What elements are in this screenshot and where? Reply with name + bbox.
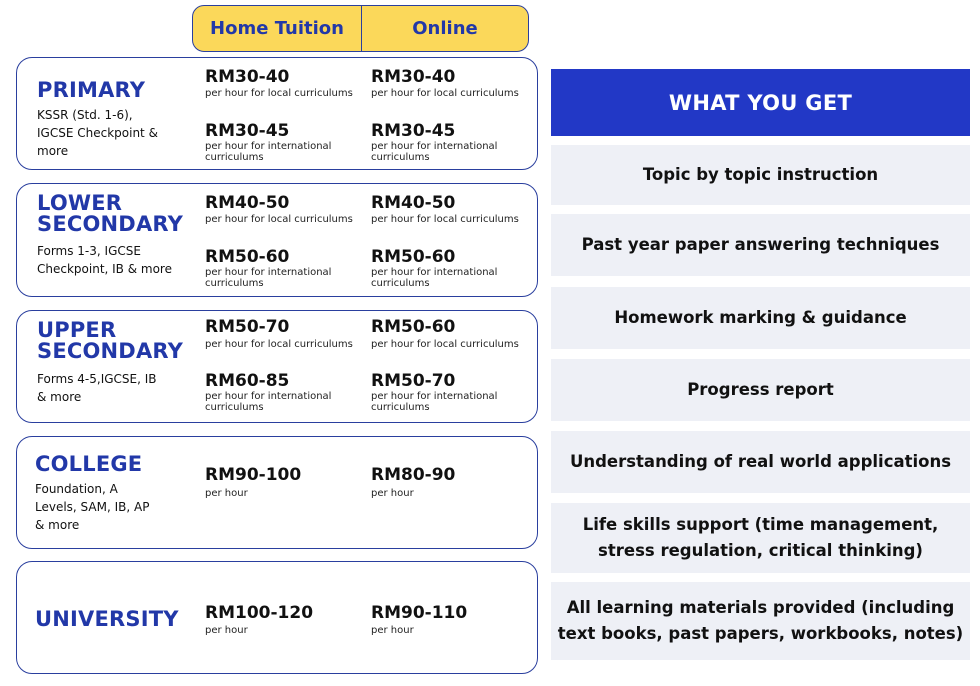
online-price: RM50-60 [371, 247, 456, 267]
home-price-note: per hour for local curriculums [205, 339, 353, 350]
home-price-note: per hour for international curriculums [205, 391, 332, 413]
benefit-item: Life skills support (time management, stress regulation, critical thinking) [551, 503, 970, 573]
benefit-item: Homework marking & guidance [551, 287, 970, 349]
online-price-note: per hour for international curriculums [371, 391, 498, 413]
level-description: KSSR (Std. 1-6), IGCSE Checkpoint & more [37, 108, 158, 158]
level-name: COLLEGE [35, 452, 143, 476]
online-price-note: per hour [371, 625, 414, 636]
level-card-lower-secondary [16, 183, 538, 297]
benefit-item: Progress report [551, 359, 970, 421]
home-price: RM100-120 [205, 603, 314, 623]
home-price-note: per hour for international curriculums [205, 267, 332, 289]
online-price: RM80-90 [371, 465, 456, 485]
home-price: RM30-40 [205, 67, 290, 87]
online-price-note: per hour for local curriculums [371, 214, 519, 225]
level-name: LOWER SECONDARY [37, 191, 184, 236]
tab-online[interactable]: Online [361, 6, 528, 51]
online-price-note: per hour for local curriculums [371, 339, 519, 350]
benefit-item: Understanding of real world applications [551, 431, 970, 493]
benefit-item: All learning materials provided (including text books, past papers, workbooks, notes) [551, 582, 970, 660]
home-price: RM40-50 [205, 193, 290, 213]
online-price: RM40-50 [371, 193, 456, 213]
level-card-primary [16, 57, 538, 170]
level-name: UNIVERSITY [35, 607, 179, 631]
online-price-note: per hour for international curriculums [371, 267, 498, 289]
online-price: RM50-60 [371, 317, 456, 337]
online-price: RM30-45 [371, 121, 456, 141]
online-price-note: per hour for local curriculums [371, 88, 519, 99]
tab-home-tuition[interactable]: Home Tuition [210, 18, 344, 39]
home-price-note: per hour [205, 625, 248, 636]
online-price: RM50-70 [371, 371, 456, 391]
home-price-note: per hour [205, 488, 248, 499]
level-name: UPPER SECONDARY [37, 318, 184, 363]
home-price: RM50-70 [205, 317, 290, 337]
online-price-note: per hour for international curriculums [371, 141, 498, 163]
home-price: RM90-100 [205, 465, 302, 485]
what-you-get-title: WHAT YOU GET [551, 69, 970, 136]
home-price: RM30-45 [205, 121, 290, 141]
home-price: RM60-85 [205, 371, 290, 391]
level-card-university [16, 561, 538, 674]
level-description: Foundation, A Levels, SAM, IB, AP & more [35, 482, 150, 532]
benefit-item: Past year paper answering techniques [551, 214, 970, 276]
home-price: RM50-60 [205, 247, 290, 267]
mode-tabs [192, 5, 529, 52]
benefit-item: Topic by topic instruction [551, 145, 970, 205]
level-description: Forms 1-3, IGCSE Checkpoint, IB & more [37, 244, 172, 276]
level-description: Forms 4-5,IGCSE, IB & more [37, 372, 157, 404]
level-name: PRIMARY [37, 78, 146, 102]
home-price-note: per hour for local curriculums [205, 88, 353, 99]
online-price: RM30-40 [371, 67, 456, 87]
home-price-note: per hour for local curriculums [205, 214, 353, 225]
online-price: RM90-110 [371, 603, 468, 623]
home-price-note: per hour for international curriculums [205, 141, 332, 163]
level-card-upper-secondary [16, 310, 538, 423]
level-card-college [16, 436, 538, 549]
online-price-note: per hour [371, 488, 414, 499]
